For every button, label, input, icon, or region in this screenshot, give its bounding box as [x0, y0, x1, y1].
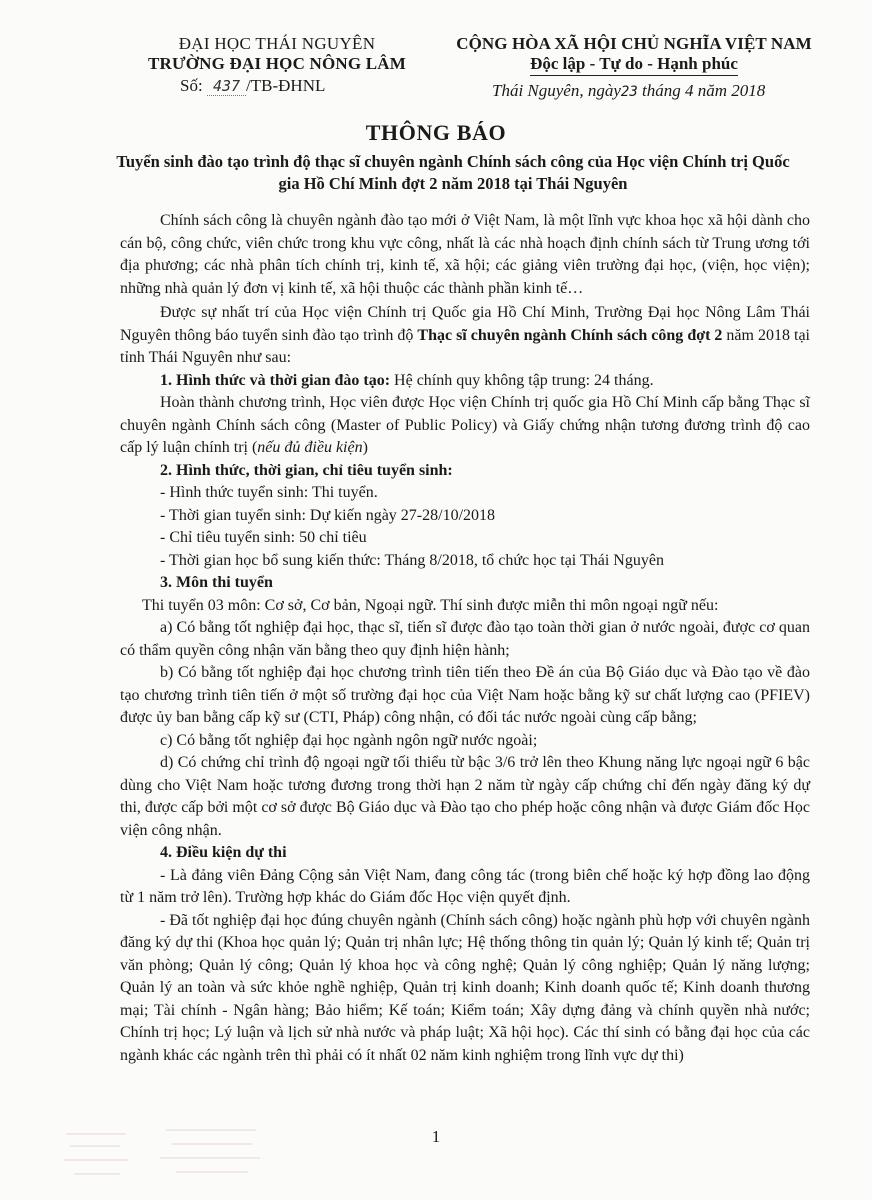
section-3-heading: 3. Môn thi tuyển — [160, 574, 273, 591]
section-1-title: 1. Hình thức và thời gian đào tạo: — [160, 371, 391, 389]
doc-number-prefix: Số: — [180, 76, 203, 95]
section-4-item: - Là đảng viên Đảng Cộng sản Việt Nam, đang công tác (trong biên chế hoặc ký hợp đồng lao động từ 1 năm trở lên). Trường hợp khác do Giám đốc Học viện quyết định. — [120, 866, 810, 906]
section-1-text — [120, 392, 810, 460]
national-motto: Độc lập - Tự do - Hạnh phúc — [530, 54, 738, 76]
doc-number-suffix: /TB-ĐHNL — [246, 76, 326, 95]
section-1-heading-text: Hệ chính quy không tập trung: 24 tháng. — [390, 371, 654, 389]
section-4-heading: 4. Điều kiện dự thi — [160, 844, 287, 861]
university-name: ĐẠI HỌC THÁI NGUYÊN — [178, 34, 376, 53]
section-3-item: d) Có chứng chỉ trình độ ngoại ngữ tối thiểu từ bậc 3/6 trở lên theo Khung năng lực ngoại ngữ 6 bậc dùng cho Việt Nam hoặc tương đương trong thời hạn 2 năm từ ngày cấp chứng chỉ đến ngày đăng ký dự thi, được cấp bởi một cơ sở được Bộ Giáo dục và Đào tạo cho phép hoặc công nhận và được Giám đốc Học viện công nhận. — [120, 754, 810, 839]
doc-number-handwritten: 437 — [207, 77, 246, 96]
section-1-text-a: Hoàn thành chương trình, Học viên được Học viện Chính trị quốc gia Hồ Chí Minh cấp bằng Thạc sĩ chuyên ngành Chính sách công (Master of Public Policy) và Giấy chứng nhận tương đương trình độ cao cấp lý luận chính trị ( — [120, 394, 810, 456]
document-title: THÔNG BÁO — [365, 120, 507, 145]
section-3-lead: Thi tuyển 03 môn: Cơ sở, Cơ bản, Ngoại ngữ. Thí sinh được miễn thi môn ngoại ngữ nếu: — [142, 596, 719, 614]
section-3-item: b) Có bằng tốt nghiệp đại học chương trình tiên tiến theo Đề án của Bộ Giáo dục và Đào tạo về đào tạo chương trình tiên tiến ở một số trường đại học của Việt Nam hoặc bằng kỹ sư chất lượng cao (PFIEV) được ủy ban bằng cấp kỹ sư (CTI, Pháp) công nhận, có đối tác nước ngoài cùng cấp bằng; — [120, 664, 810, 726]
announce-text-bold: Thạc sĩ chuyên ngành Chính sách công đợt 2 — [417, 326, 723, 344]
day-handwritten: 23 — [620, 84, 638, 100]
country-name: CỘNG HÒA XÃ HỘI CHỦ NGHĨA VIỆT NAM — [456, 34, 812, 53]
section-1-text-italic: nếu đủ điều kiện — [257, 439, 363, 456]
announce-text-a: Được sự nhất trí của Học viện Chính trị Quốc gia Hồ Chí Minh, Trường Đại học Nông Lâm Thái Nguyên thông báo tuyển sinh đào tạo trình độ — [120, 304, 810, 344]
intro-paragraph: Chính sách công là chuyên ngành đào tạo mới ở Việt Nam, là một lĩnh vực khoa học xã hội dành cho cán bộ, công chức, viên chức trong khu vực công, nhất là các nhà hoạch định chính sách từ Trung ương tới địa phương; các nhà phân tích chính trị, kinh tế, xã hội; các giảng viên trường đại học, (viện, học viện); những nhà quản lý đơn vị kinh tế, xã hội thuộc các thành phần kinh tế… — [120, 212, 810, 297]
section-3-item: c) Có bằng tốt nghiệp đại học ngành ngôn ngữ nước ngoài; — [160, 731, 538, 749]
section-2-item: - Chỉ tiêu tuyển sinh: 50 chỉ tiêu — [160, 529, 367, 546]
section-3-item: a) Có bằng tốt nghiệp đại học, thạc sĩ, tiến sĩ được đào tạo toàn thời gian ở nước ngoài, được cơ quan có thẩm quyền công nhận văn bằng theo quy định hiện hành; — [120, 619, 810, 659]
place-date — [432, 81, 836, 102]
section-2-item: - Thời gian học bổ sung kiến thức: Tháng 8/2018, tổ chức học tại Thái Nguyên — [160, 551, 664, 569]
document-body — [120, 210, 810, 1067]
section-1-heading — [120, 370, 810, 393]
place-date-start: Thái Nguyên, ngày — [492, 81, 621, 100]
school-name: TRƯỜNG ĐẠI HỌC NÔNG LÂM — [147, 54, 407, 73]
section-2-item: - Thời gian tuyển sinh: Dự kiến ngày 27-28/10/2018 — [160, 506, 496, 524]
section-4-item: - Đã tốt nghiệp đại học đúng chuyên ngành (Chính sách công) hoặc ngành phù hợp với chuyên ngành đăng ký dự thi (Khoa học quản lý; Quản trị nhân lực; Hệ thống thông tin quản lý; Quản lý kinh tế; Quản trị văn phòng; Quản lý công; Quản lý khoa học và công nghệ; Quản lý công nghiệp; Quản lý năng lượng; Quản lý an toàn và sức khỏe nghề nghiệp, Quản trị kinh doanh; Kinh doanh quốc tế; Kinh doanh thương mại; Tài chính - Ngân hàng; Bảo hiểm; Kế toán; Kiểm toán; Xây dựng đảng và chính quyền nhà nước; Chính trị học; Lý luận và lịch sử nhà nước và pháp luật; Xã hội học). Các thí sinh có bằng đại học của các ngành khác các ngành trên thì phải có ít nhất 02 năm kinh nghiệm trong lĩnh vực dự thi) — [120, 911, 810, 1064]
page-number: 1 — [431, 1127, 441, 1146]
section-2-item: - Hình thức tuyển sinh: Thi tuyển. — [160, 484, 378, 501]
section-1-text-b: ) — [362, 439, 368, 456]
section-2-heading: 2. Hình thức, thời gian, chỉ tiêu tuyển sinh: — [160, 461, 453, 479]
announce-paragraph — [120, 302, 810, 370]
national-header — [432, 34, 836, 102]
document-subtitle: Tuyển sinh đào tạo trình độ thạc sĩ chuyên ngành Chính sách công của Học viện Chính trị Quốc gia Hồ Chí Minh đợt 2 năm 2018 tại Thái Nguyên — [116, 152, 790, 193]
document-number — [118, 76, 436, 96]
announce-text-c: năm 2018 tại tỉnh Thái Nguyên như sau: — [120, 326, 810, 366]
faded-stamp-image — [56, 1120, 296, 1190]
issuer-block — [118, 34, 436, 96]
place-date-end: tháng 4 năm 2018 — [637, 81, 766, 100]
